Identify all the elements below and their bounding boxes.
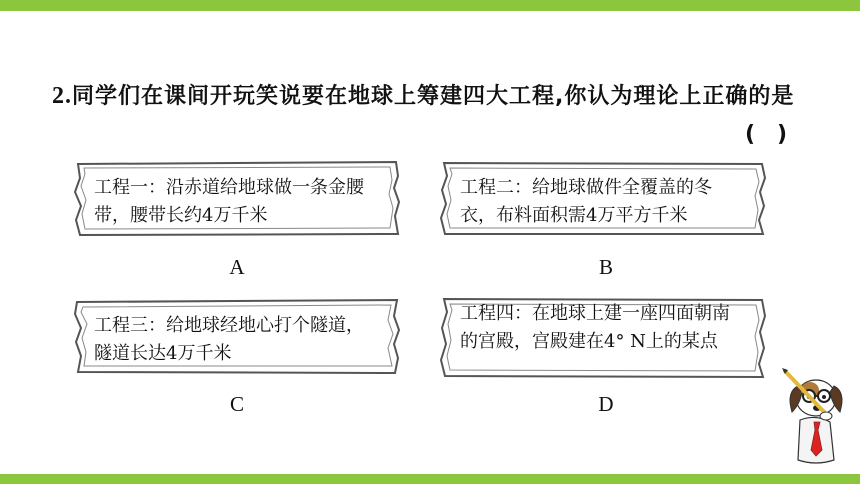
- question-text: 同学们在课间开玩笑说要在地球上筹建四大工程,你认为理论上正确的是: [72, 84, 795, 109]
- option-label-b: B: [598, 255, 613, 279]
- option-card-c[interactable]: [72, 296, 402, 376]
- question-number: 2.: [52, 83, 72, 109]
- bottom-accent-bar: [0, 474, 860, 484]
- top-accent-bar: [0, 0, 860, 11]
- option-card-d[interactable]: [438, 294, 768, 380]
- question-stem: [52, 74, 822, 119]
- option-label-d: D: [598, 392, 614, 416]
- option-label-c: C: [229, 392, 244, 416]
- option-text-d: 工程四：在地球上建一座四面朝南的宫殿，宫殿建在4° N上的某点: [460, 303, 730, 352]
- option-text-a: 工程一：沿赤道给地球做一条金腰带，腰带长约4万千米: [94, 177, 364, 226]
- option-text-c: 工程三：给地球经地心打个隧道，隧道长达4万千米: [94, 315, 364, 364]
- answer-blank[interactable]: ( ): [745, 122, 788, 147]
- option-label-a: A: [229, 255, 245, 279]
- dog-with-pencil-icon: [780, 364, 852, 468]
- option-card-b[interactable]: [438, 158, 768, 238]
- option-card-a[interactable]: [72, 158, 402, 238]
- option-text-b: 工程二：给地球做件全覆盖的冬衣，布料面积需4万平方千米: [460, 177, 712, 226]
